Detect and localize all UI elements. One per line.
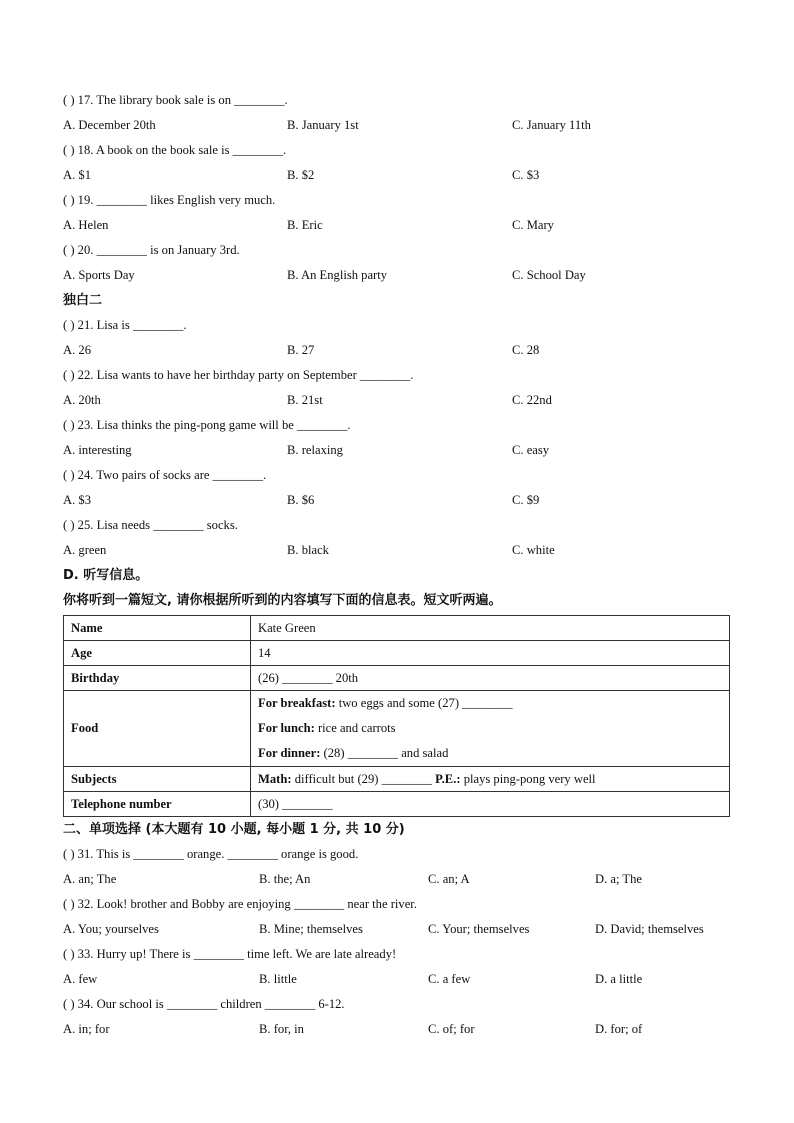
food-value [251,691,730,767]
table-row [64,691,730,767]
monologue-2-heading: 独白二 [63,293,103,308]
option-a: A. green [63,543,107,557]
math-value: difficult but (29) ________ [291,771,436,786]
options-25 [63,538,730,563]
options-32 [63,917,730,942]
option-c: C. a few [428,972,471,986]
option-b: B. January 1st [287,118,359,132]
birthday-label: Birthday [64,666,251,691]
question-block-17-20 [63,88,730,288]
pe-value: plays ping-pong very well [460,771,596,786]
option-c: C. School Day [512,268,586,282]
dinner-line[interactable] [258,741,722,766]
lunch-label: For lunch: [258,721,315,735]
option-c: C. $3 [512,168,540,182]
age-label: Age [64,641,251,666]
table-row [64,616,730,641]
options-31 [63,867,730,892]
option-b: B. Mine; themselves [259,922,363,936]
option-a: A. an; The [63,872,117,886]
option-c: C. $9 [512,493,540,507]
option-a: A. Sports Day [63,268,135,282]
option-b: B. Eric [287,218,323,232]
option-b: B. the; An [259,872,311,886]
question-25: ( ) 25. Lisa needs ________ socks. [63,518,238,532]
option-a: A. interesting [63,443,132,457]
option-c: C. January 11th [512,118,591,132]
option-b: B. little [259,972,297,986]
options-33 [63,967,730,992]
table-row [64,767,730,792]
question-block-21-25 [63,313,730,563]
option-c: C. 28 [512,343,540,357]
dinner-label: For dinner: [258,746,321,760]
option-a: A. 26 [63,343,91,357]
question-22: ( ) 22. Lisa wants to have her birthday party on September ________. [63,368,414,382]
subjects-value[interactable] [251,767,730,792]
question-33: ( ) 33. Hurry up! There is ________ time left. We are late already! [63,947,397,961]
dinner-value: (28) ________ and salad [320,746,449,760]
math-label: Math: [258,771,292,786]
option-c: C. of; for [428,1022,475,1036]
name-label: Name [64,616,251,641]
question-20: ( ) 20. ________ is on January 3rd. [63,243,240,257]
subjects-label: Subjects [64,767,251,792]
options-20 [63,263,730,288]
question-18: ( ) 18. A book on the book sale is ________. [63,143,287,157]
table-row [64,792,730,817]
option-d: D. David; themselves [595,922,704,936]
food-label: Food [64,691,251,767]
option-a: A. You; yourselves [63,922,159,936]
lunch-value: rice and carrots [314,721,396,735]
question-23: ( ) 23. Lisa thinks the ping-pong game will be ________. [63,418,351,432]
section-d-instruction: 你将听到一篇短文, 请你根据所听到的内容填写下面的信息表。短文听两遍。 [63,593,502,608]
phone-blank[interactable]: (30) ________ [251,792,730,817]
options-34 [63,1017,730,1042]
breakfast-value: two eggs and some (27) ________ [335,696,513,710]
options-19 [63,213,730,238]
question-block-31-34 [63,842,730,1042]
option-a: A. few [63,972,98,986]
option-a: A. in; for [63,1022,110,1036]
option-b: B. for, in [259,1022,304,1036]
option-c: C. Your; themselves [428,922,530,936]
section-d-heading: D. 听写信息。 [63,568,149,583]
question-24: ( ) 24. Two pairs of socks are ________. [63,468,267,482]
option-c: C. white [512,543,555,557]
option-b: B. 21st [287,393,323,407]
option-b: B. An English party [287,268,388,282]
option-d: D. a little [595,972,643,986]
table-row [64,641,730,666]
option-a: A. December 20th [63,118,156,132]
question-34: ( ) 34. Our school is ________ children ________ 6-12. [63,997,345,1011]
pe-label: P.E.: [435,771,461,786]
option-a: A. 20th [63,393,101,407]
options-23 [63,438,730,463]
option-d: D. for; of [595,1022,643,1036]
option-c: C. an; A [428,872,470,886]
breakfast-line[interactable] [258,691,722,716]
section-2-heading: 二、单项选择 (本大题有 10 小题, 每小题 1 分, 共 10 分) [63,822,405,837]
birthday-blank[interactable]: (26) ________ 20th [251,666,730,691]
options-24 [63,488,730,513]
question-17: ( ) 17. The library book sale is on ________. [63,93,288,107]
option-c: C. Mary [512,218,554,232]
option-b: B. $6 [287,493,315,507]
options-17 [63,113,730,138]
option-a: A. $3 [63,493,91,507]
option-b: B. black [287,543,329,557]
name-value: Kate Green [251,616,730,641]
question-32: ( ) 32. Look! brother and Bobby are enjoying ________ near the river. [63,897,417,911]
question-19: ( ) 19. ________ likes English very much. [63,193,276,207]
question-31: ( ) 31. This is ________ orange. ________ orange is good. [63,847,359,861]
options-21 [63,338,730,363]
question-21: ( ) 21. Lisa is ________. [63,318,187,332]
option-a: A. $1 [63,168,91,182]
breakfast-label: For breakfast: [258,696,336,710]
age-value: 14 [251,641,730,666]
options-18 [63,163,730,188]
option-c: C. easy [512,443,550,457]
option-b: B. $2 [287,168,315,182]
table-row [64,666,730,691]
options-22 [63,388,730,413]
option-d: D. a; The [595,872,642,886]
lunch-line [258,716,722,741]
option-b: B. relaxing [287,443,343,457]
worksheet-page [63,88,730,1042]
info-table [63,615,730,817]
option-a: A. Helen [63,218,109,232]
option-c: C. 22nd [512,393,552,407]
option-b: B. 27 [287,343,315,357]
phone-label: Telephone number [64,792,251,817]
